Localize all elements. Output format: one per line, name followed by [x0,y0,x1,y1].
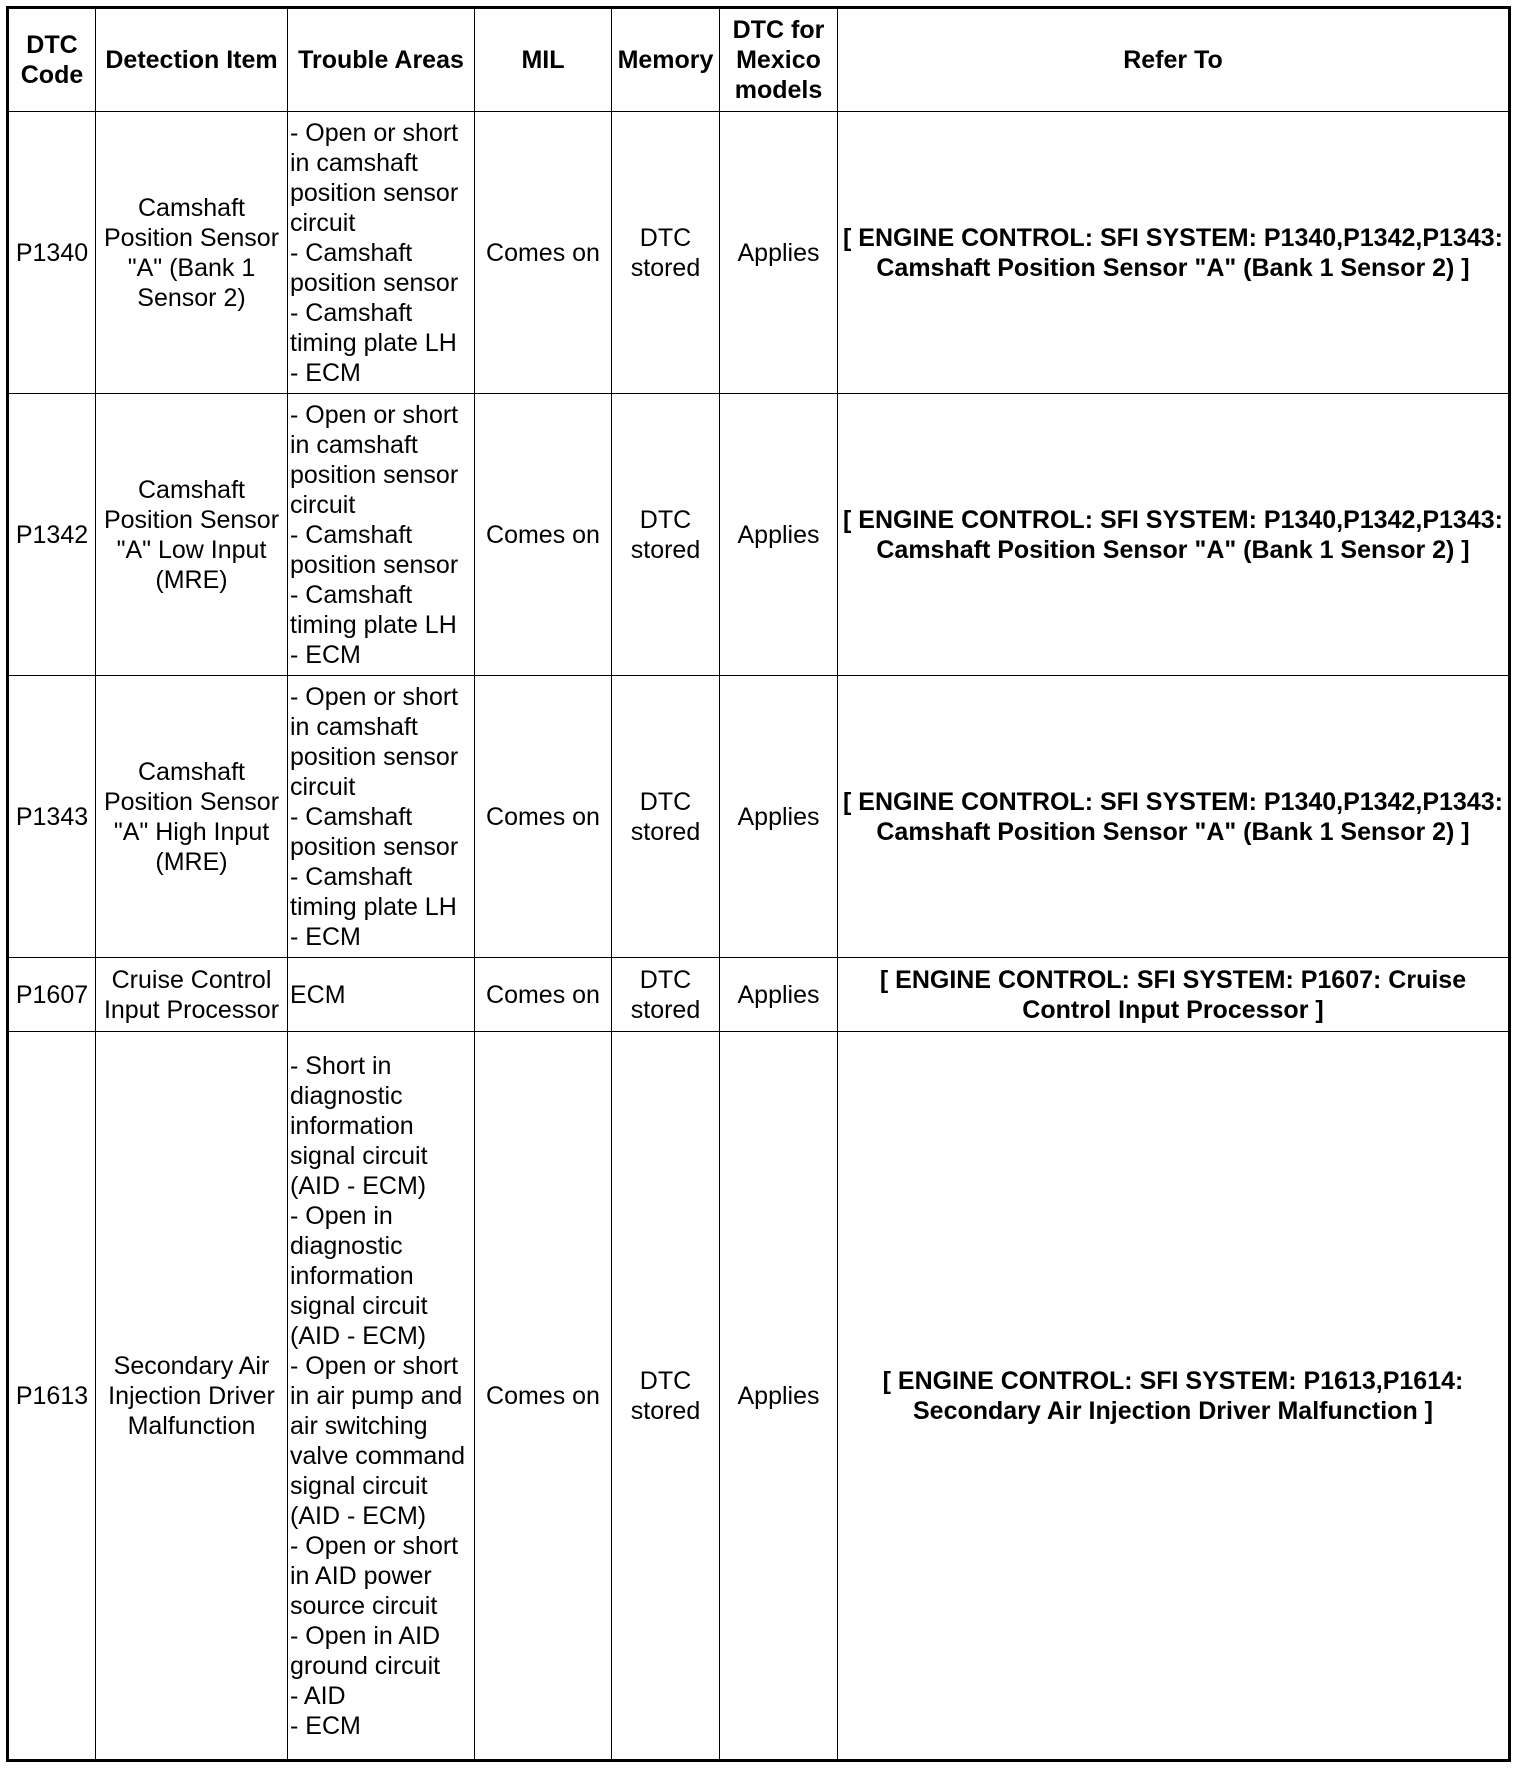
trouble-area-item: ECM [290,980,346,1009]
detection-item: Camshaft Position Sensor "A" (Bank 1 Sensor 2) [96,112,288,394]
trouble-area-item: - Open or short in camshaft position sensor circuit [290,400,459,519]
trouble-area-item: - Camshaft timing plate LH [290,298,457,357]
trouble-area-item: - AID [290,1681,346,1710]
trouble-areas [288,394,475,676]
header-mil: MIL [475,8,612,112]
mexico-applies: Applies [720,394,838,676]
header-row [8,8,1510,112]
trouble-areas [288,958,475,1032]
refer-to-link[interactable]: [ ENGINE CONTROL: SFI SYSTEM: P1340,P1342,P1343: Camshaft Position Sensor "A" (Bank 1 Sensor 2) ] [838,394,1510,676]
table-row [8,112,1510,394]
memory-status: DTC stored [612,394,720,676]
mil-status: Comes on [475,394,612,676]
refer-to-link[interactable]: [ ENGINE CONTROL: SFI SYSTEM: P1613,P1614: Secondary Air Injection Driver Malfunction ] [838,1032,1510,1761]
mexico-applies: Applies [720,958,838,1032]
trouble-area-item: - Camshaft timing plate LH [290,580,457,639]
trouble-area-item: - Open in AID ground circuit [290,1621,441,1680]
detection-item: Camshaft Position Sensor "A" High Input (MRE) [96,676,288,958]
header-detection-item: Detection Item [96,8,288,112]
trouble-area-item: - Camshaft position sensor [290,520,459,579]
header-trouble-areas: Trouble Areas [288,8,475,112]
refer-to-link[interactable]: [ ENGINE CONTROL: SFI SYSTEM: P1607: Cruise Control Input Processor ] [838,958,1510,1032]
trouble-areas [288,676,475,958]
table-row [8,1032,1510,1761]
header-dtc-code: DTC Code [8,8,96,112]
table-row [8,676,1510,958]
mil-status: Comes on [475,676,612,958]
dtc-code: P1340 [8,112,96,394]
detection-item: Camshaft Position Sensor "A" Low Input (MRE) [96,394,288,676]
dtc-code: P1607 [8,958,96,1032]
table-row [8,958,1510,1032]
trouble-area-item: - Camshaft timing plate LH [290,862,457,921]
memory-status: DTC stored [612,958,720,1032]
refer-to-link[interactable]: [ ENGINE CONTROL: SFI SYSTEM: P1340,P1342,P1343: Camshaft Position Sensor "A" (Bank 1 Sensor 2) ] [838,676,1510,958]
mexico-applies: Applies [720,1032,838,1761]
trouble-area-item: - ECM [290,1711,361,1740]
memory-status: DTC stored [612,676,720,958]
trouble-area-item: - Camshaft position sensor [290,238,459,297]
trouble-area-item: - Open or short in AID power source circuit [290,1531,459,1620]
trouble-area-item: - Camshaft position sensor [290,802,459,861]
trouble-area-item: - Open or short in camshaft position sensor circuit [290,118,459,237]
trouble-area-item: - ECM [290,358,361,387]
mil-status: Comes on [475,112,612,394]
header-memory: Memory [612,8,720,112]
memory-status: DTC stored [612,1032,720,1761]
dtc-table [6,6,1511,1762]
header-mexico: DTC for Mexico models [720,8,838,112]
trouble-area-item: - Open or short in camshaft position sensor circuit [290,682,459,801]
trouble-areas [288,1032,475,1761]
dtc-code: P1613 [8,1032,96,1761]
mexico-applies: Applies [720,676,838,958]
trouble-area-item: - ECM [290,640,361,669]
trouble-area-item: - Short in diagnostic information signal circuit (AID - ECM) [290,1051,428,1200]
dtc-code: P1343 [8,676,96,958]
table-row [8,394,1510,676]
refer-to-link[interactable]: [ ENGINE CONTROL: SFI SYSTEM: P1340,P1342,P1343: Camshaft Position Sensor "A" (Bank 1 Sensor 2) ] [838,112,1510,394]
trouble-area-item: - Open or short in air pump and air switching valve command signal circuit (AID - ECM) [290,1351,466,1530]
trouble-area-item: - ECM [290,922,361,951]
trouble-area-item: - Open in diagnostic information signal circuit (AID - ECM) [290,1201,428,1350]
memory-status: DTC stored [612,112,720,394]
detection-item: Secondary Air Injection Driver Malfunction [96,1032,288,1761]
mil-status: Comes on [475,1032,612,1761]
mil-status: Comes on [475,958,612,1032]
trouble-areas [288,112,475,394]
mexico-applies: Applies [720,112,838,394]
header-refer-to: Refer To [838,8,1510,112]
dtc-code: P1342 [8,394,96,676]
detection-item: Cruise Control Input Processor [96,958,288,1032]
